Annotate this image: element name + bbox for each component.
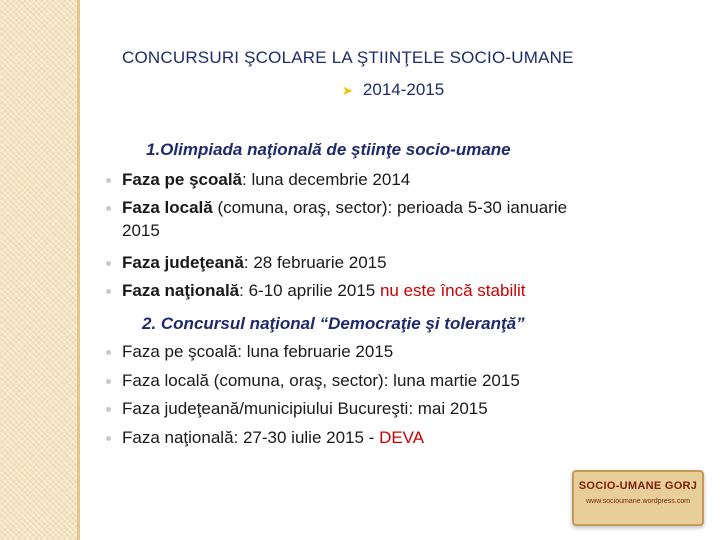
logo-title: SOCIO-UMANE GORJ <box>578 480 698 492</box>
item-note: DEVA <box>379 428 425 447</box>
bullet-dot-icon <box>106 436 111 441</box>
arrow-bullet-icon: ➤ <box>342 83 353 98</box>
logo-stamp <box>572 470 704 526</box>
item-text: Faza naţională: 27-30 iulie 2015 - <box>122 428 380 447</box>
bullet-dot-icon <box>106 206 111 211</box>
decorative-left-strip <box>0 0 80 540</box>
item-label: Faza pe şcoală <box>122 170 243 189</box>
list-item <box>122 251 387 274</box>
item-label: Faza judeţeană <box>122 253 244 272</box>
item-text: Faza pe şcoală: luna februarie 2015 <box>122 342 394 361</box>
list-item <box>122 397 488 420</box>
bullet-dot-icon <box>106 178 111 183</box>
bullet-dot-icon <box>106 379 111 384</box>
item-text-continued: 2015 <box>122 221 160 240</box>
logo-url: www.socioumane.wordpress.com <box>586 498 690 505</box>
list-item <box>122 279 526 302</box>
item-text: : luna decembrie 2014 <box>242 170 411 189</box>
item-label: Faza locală <box>122 198 213 217</box>
list-item <box>122 168 410 191</box>
item-text: : 28 februarie 2015 <box>243 253 387 272</box>
slide-title: CONCURSURI ŞCOLARE LA ŞTIINŢELE SOCIO-UMANE <box>122 48 574 67</box>
bullet-dot-icon <box>106 289 111 294</box>
list-item <box>122 340 393 363</box>
subtitle-year: 2014-2015 <box>362 80 445 99</box>
item-text: (comuna, oraş, sector): perioada 5-30 ianuarie <box>212 198 568 217</box>
section2-heading: 2. Concursul naţional “Democraţie şi toleranţă” <box>142 314 525 333</box>
section1-heading: 1.Olimpiada naţională de ştiinţe socio-umane <box>146 140 511 159</box>
item-text: Faza locală (comuna, oraş, sector): luna martie 2015 <box>122 371 520 390</box>
list-item <box>122 196 567 242</box>
list-item <box>122 369 520 392</box>
bullet-dot-icon <box>106 261 111 266</box>
item-text: Faza judeţeană/municipiului Bucureşti: mai 2015 <box>122 399 488 418</box>
bullet-dot-icon <box>106 350 111 355</box>
slide-subtitle <box>342 80 444 100</box>
list-item <box>122 426 424 449</box>
bullet-dot-icon <box>106 407 111 412</box>
item-label: Faza naţională <box>122 281 240 300</box>
item-note: nu este încă stabilit <box>379 281 526 300</box>
item-text: : 6-10 aprilie 2015 <box>239 281 380 300</box>
